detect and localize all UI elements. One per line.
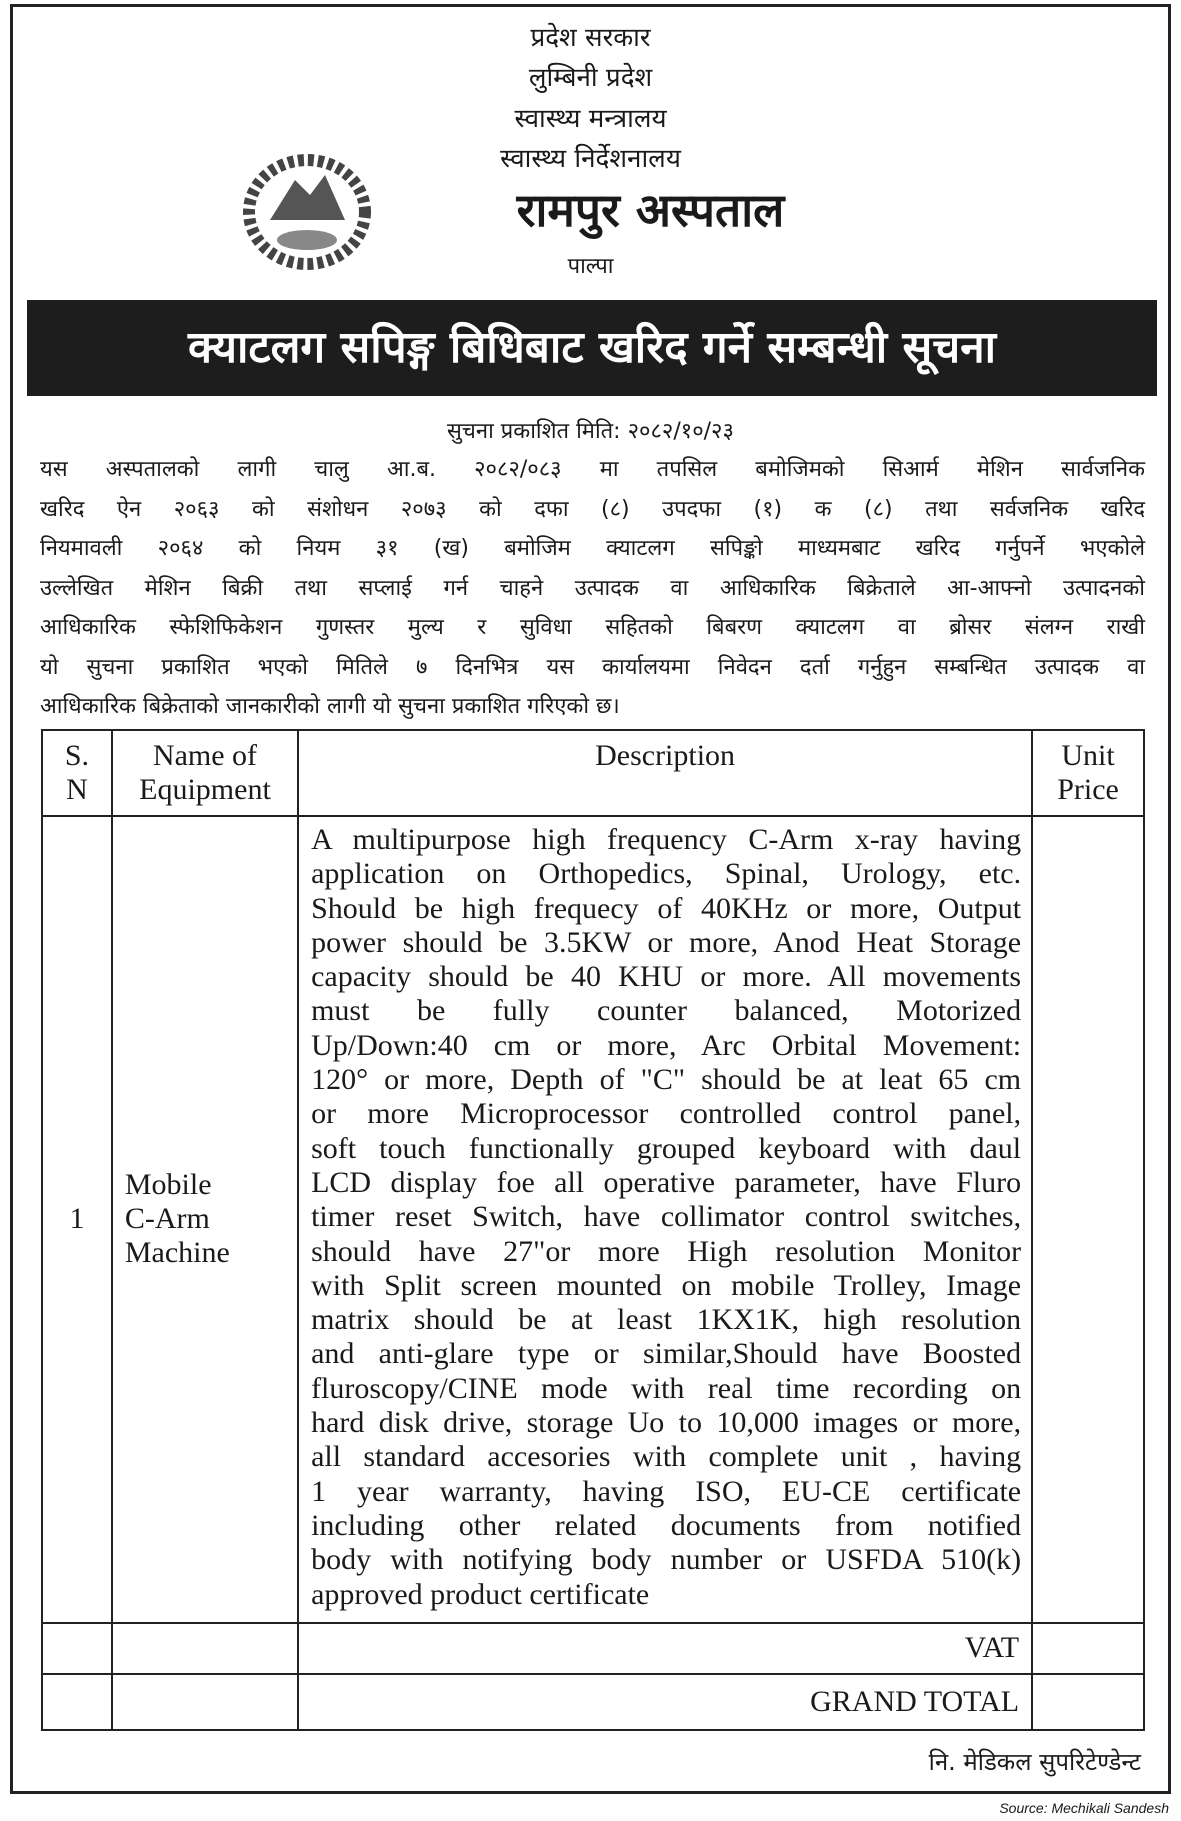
body-line: आधिकारिक बिक्रेताको जानकारीको लागी यो सुचना प्रकाशित गरिएको छ।: [40, 694, 620, 719]
empty-cell: [42, 1674, 112, 1730]
description-line: body with notifying body number or USFDA 510(k): [311, 1543, 1022, 1577]
description-line: 120° or more, Depth of "C" should be at leat 65 cm: [311, 1063, 1022, 1097]
cell-unit-price: [1032, 816, 1144, 1623]
description-line: capacity should be 40 KHU or more. All movements: [311, 960, 1022, 994]
description-line: should have 27"or more High resolution Monitor: [311, 1234, 1022, 1268]
description-line: timer reset Switch, have collimator control switches,: [311, 1200, 1022, 1234]
body-line: खरिद ऐन २०६३ को संशोधन २०७३ को दफा (८) उपदफा (१) क (८) तथा सर्वजनिक खरिद: [40, 496, 1145, 522]
description-line: or more Microprocessor controlled control panel,: [311, 1097, 1022, 1131]
hospital-name: रामपुर अस्पताल: [516, 183, 785, 237]
description-line: with Split screen mounted on mobile Trolley, Image: [311, 1268, 1022, 1302]
grand-total-label: GRAND TOTAL: [298, 1674, 1032, 1730]
ministry-line: स्वास्थ्य मन्त्रालय: [514, 104, 667, 134]
vat-value: [1032, 1623, 1144, 1674]
signature-title: नि. मेडिकल सुपरिटेण्डेन्ट: [928, 1748, 1141, 1776]
notice-body: [40, 450, 1145, 727]
description-line: matrix should be at least 1KX1K, high resolution: [311, 1303, 1022, 1337]
govt-line: प्रदेश सरकार: [530, 23, 651, 53]
description-line: power should be 3.5KW or more, Anod Heat Storage: [311, 925, 1022, 959]
description-line: fluroscopy/CINE mode with real time recording on: [311, 1371, 1022, 1405]
grand-total-value: [1032, 1674, 1144, 1730]
body-line: नियमावली २०६४ को नियम ३१ (ख) बमोजिम क्याटलग सपिङ्को माध्यमबाट खरिद गर्नुपर्ने भएकोले: [40, 536, 1145, 561]
description-line: application on Orthopedics, Spinal, Urology, etc.: [311, 857, 1022, 891]
cell-sn: 1: [42, 816, 112, 1623]
body-line: यस अस्पतालको लागी चालु आ.ब. २०८२/०८३ मा तपसिल बमोजिमको सिआर्म मेशिन सार्वजनिक: [40, 457, 1145, 482]
header-sn: S. N: [42, 730, 112, 816]
table-header-row: [42, 730, 1144, 816]
description-line: A multipurpose high frequency C-Arm x-ray having: [311, 823, 1022, 856]
body-line: उल्लेखित मेशिन बिक्री तथा सप्लाई गर्न चाहने उत्पादक वा आधिकारिक बिक्रेताले आ-आफ्नो उत्पादनको: [40, 575, 1145, 601]
vat-row: [42, 1623, 1144, 1674]
name-line: Machine: [124, 1236, 230, 1270]
cell-description: [298, 816, 1032, 1623]
name-line: C-Arm: [124, 1202, 210, 1236]
description-line: soft touch functionally grouped keyboard with daul: [311, 1131, 1022, 1165]
description-line: approved product certificate: [311, 1577, 650, 1611]
empty-cell: [112, 1623, 298, 1674]
empty-cell: [112, 1674, 298, 1730]
description-line: LCD display foe all operative parameter, have Fluro: [311, 1165, 1022, 1199]
empty-cell: [42, 1623, 112, 1674]
description-line: including other related documents from notified: [311, 1508, 1022, 1542]
grand-total-row: [42, 1674, 1144, 1730]
vat-label: VAT: [298, 1623, 1032, 1674]
cell-name: [112, 816, 298, 1623]
body-line: आधिकारिक स्फेशिफिकेशन गुणस्तर मुल्य र सुविधा सहितको बिबरण क्याटलग वा ब्रोसर संलग्न राखी: [40, 615, 1145, 640]
description-line: 1 year warranty, having ISO, EU-CE certificate: [311, 1474, 1022, 1508]
description-line: all standard accesories with complete unit , having: [311, 1440, 1022, 1474]
body-line: यो सुचना प्रकाशित भएको मितिले ७ दिनभित्र यस कार्यालयमा निवेदन दर्ता गर्नुहुन सम्बन्धित उत्पादक वा: [40, 654, 1145, 680]
description-line: must be fully counter balanced, Motorized: [311, 994, 1022, 1028]
description-line: Should be high frequecy of 40KHz or more, Output: [311, 891, 1022, 925]
table-row: [42, 816, 1144, 1623]
equipment-table: [41, 729, 1145, 1731]
province-line: लुम्बिनी प्रदेश: [528, 63, 653, 93]
header-name: Name of Equipment: [112, 730, 298, 816]
notice-title-banner: क्याटलग सपिङ्ग बिधिबाट खरिद गर्ने सम्बन्धी सूचना: [27, 300, 1157, 396]
source-credit: Source: Mechikali Sandesh: [999, 1800, 1169, 1816]
header-unit-price: Unit Price: [1032, 730, 1144, 816]
publish-date: सुचना प्रकाशित मिति: २०८२/१०/२३: [447, 419, 734, 444]
description-line: and anti-glare type or similar,Should have Boosted: [311, 1337, 1022, 1371]
directorate-line: स्वास्थ्य निर्देशनालय: [500, 144, 681, 174]
description-line: Up/Down:40 cm or more, Arc Orbital Movement:: [311, 1028, 1022, 1062]
name-line: Mobile: [124, 1168, 212, 1202]
header-description: Description: [298, 730, 1032, 816]
district-name: पाल्पा: [567, 254, 614, 279]
description-line: hard disk drive, storage Uo to 10,000 images or more,: [311, 1406, 1022, 1440]
